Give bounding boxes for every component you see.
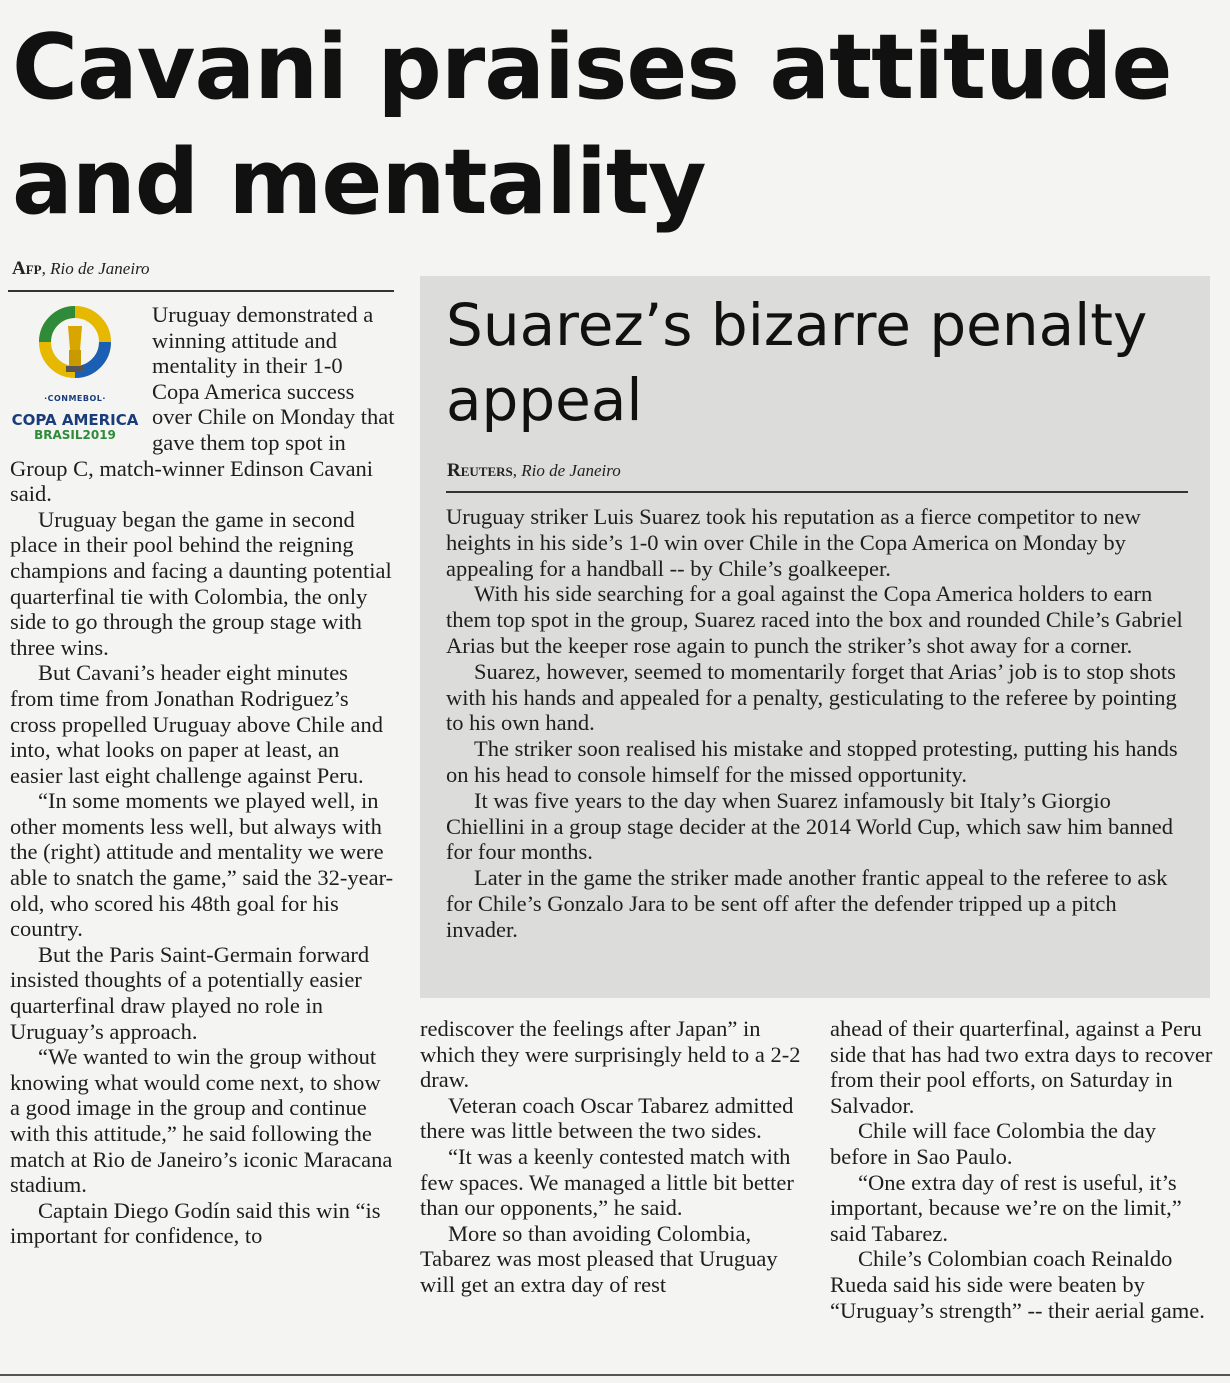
paragraph: Suarez, however, seemed to momentarily forget that Arias’ job is to stop shots with his hands and appealed for a penalty, gesticulating to the referee by pointing to his own hand. xyxy=(446,658,1177,736)
byline-location: Rio de Janeiro xyxy=(50,259,150,278)
sidebar-box xyxy=(420,276,1210,998)
main-column-2 xyxy=(420,1016,805,1298)
byline-agency: Afp xyxy=(12,258,42,279)
sidebar-byline-agency: Reuters xyxy=(447,460,513,481)
logo-title: COPA AMERICA xyxy=(11,410,139,429)
paragraph: The striker soon realised his mistake and stopped protesting, putting his hands on his head to console himself for the missed opportunity. xyxy=(446,736,1178,787)
byline: Afp, Rio de Janeiro xyxy=(12,258,150,279)
sidebar-byline-location: Rio de Janeiro xyxy=(521,461,621,480)
paragraph: “It was a keenly contested match with few spaces. We managed a little bit better than our opponents,” he said. xyxy=(420,1143,794,1221)
paragraph: It was five years to the day when Suarez infamously bit Italy’s Giorgio Chiellini in a group stage decider at the 2014 World Cup, which saw him banned for four months. xyxy=(446,787,1173,865)
trophy-icon xyxy=(35,304,115,384)
paragraph: Veteran coach Oscar Tabarez admitted there was little between the two sides. xyxy=(420,1092,794,1144)
sidebar-body xyxy=(446,504,1191,943)
paragraph: Uruguay demonstrated a winning attitude and mentality in their 1-0 Copa America success over Chile on Monday that gave them top spot in Group C, match-winner Edinson Cavani said. xyxy=(10,302,395,507)
paragraph: With his side searching for a goal against the Copa America holders to earn them top spot in the group, Suarez raced into the box and rounded Chile’s Gabriel Arias but the keeper rose again to punch the striker’s shot away for a corner. xyxy=(446,581,1183,658)
main-column-3 xyxy=(830,1016,1215,1323)
paragraph: rediscover the feelings after Japan” in which they were surprisingly held to a 2-2 draw. xyxy=(420,1016,801,1093)
paragraph: More so than avoiding Colombia, Tabarez was most pleased that Uruguay will get an extra day of rest xyxy=(420,1220,778,1297)
paragraph: Uruguay began the game in second place in their pool behind the reigning champions and facing a daunting potential quarterfinal tie with Colombia, the only side to go through the group stage with three wins. xyxy=(10,506,392,660)
logo-subtitle: BRASIL2019 xyxy=(34,427,116,442)
paragraph: Later in the game the striker made another frantic appeal to the referee to ask for Chile’s Gonzalo Jara to be sent off after the defender tripped up a pitch invader. xyxy=(446,865,1168,942)
paragraph: “In some moments we played well, in other moments less well, but always with the (right) attitude and mentality we were able to snatch the game,” said the 32-year-old, who scored his 48th goal for his country. xyxy=(10,788,394,942)
paragraph: But Cavani’s header eight minutes from time from Jonathan Rodriguez’s cross propelled Uruguay above Chile and into, what looks on paper at least, an easier last eight challenge against Peru. xyxy=(10,660,384,788)
paragraph: “One extra day of rest is useful, it’s important, because we’re on the limit,” said Tabarez. xyxy=(830,1169,1182,1246)
byline-rule xyxy=(8,290,394,292)
logo-conmebol-text: ·CONMEBOL· xyxy=(44,394,106,403)
headline: Cavani praises attitude and mentality xyxy=(12,15,1172,235)
page-bottom-rule xyxy=(0,1374,1230,1376)
sidebar-headline: Suarez’s bizarre penalty appeal xyxy=(446,291,1148,434)
main-column-1 xyxy=(10,302,395,1249)
paragraph: Chile’s Colombian coach Reinaldo Rueda said his side were beaten by “Uruguay’s strength” -- their aerial game. xyxy=(830,1246,1205,1323)
paragraph: Captain Diego Godín said this win “is important for confidence, to xyxy=(10,1197,381,1249)
paragraph: Chile will face Colombia the day before in Sao Paulo. xyxy=(830,1118,1157,1169)
sidebar-rule xyxy=(446,491,1188,493)
paragraph: ahead of their quarterfinal, against a Peru side that has had two extra days to recover from their pool efforts, on Saturday in Salvador. xyxy=(830,1016,1213,1118)
copa-america-logo xyxy=(10,302,140,442)
sidebar-byline: Reuters, Rio de Janeiro xyxy=(447,460,621,481)
paragraph: But the Paris Saint-Germain forward insisted thoughts of a potentially easier quarterfinal draw played no role in Uruguay’s approach. xyxy=(10,941,370,1044)
paragraph: Uruguay striker Luis Suarez took his reputation as a fierce competitor to new heights in his side’s 1-0 win over Chile in the Copa America on Monday by appealing for a handball -- by Chile’s goalkeeper. xyxy=(446,504,1141,581)
paragraph: “We wanted to win the group without knowing what would come next, to show a good image in the group and continue with this attitude,” he said following the match at Rio de Janeiro’s iconic Maracana stadium. xyxy=(10,1044,393,1198)
